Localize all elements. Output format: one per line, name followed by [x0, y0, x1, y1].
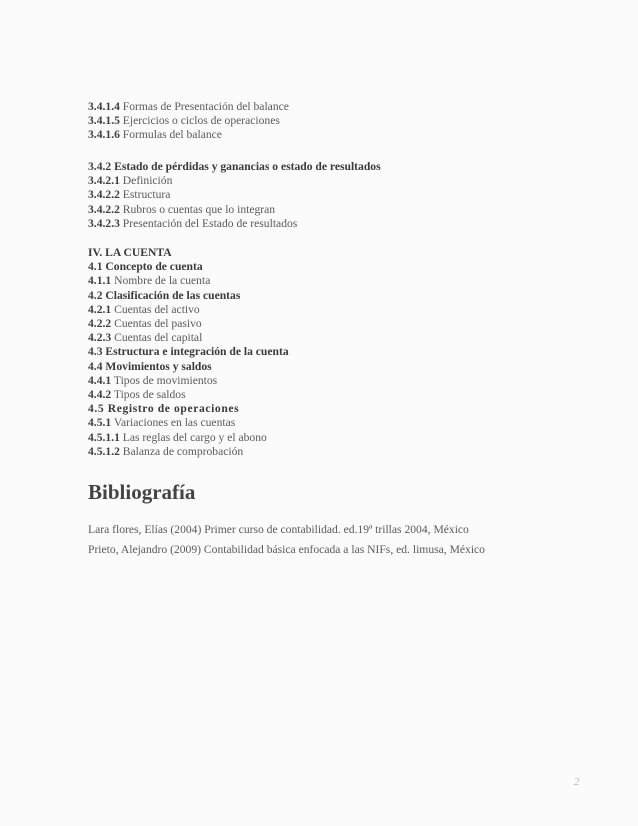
toc-group-resultados: [88, 160, 568, 231]
toc-line-text: Nombre de la cuenta: [114, 274, 211, 288]
toc-line-number: 4.5: [88, 402, 105, 416]
toc-line: [88, 374, 568, 388]
toc-line-text: Concepto de cuenta: [105, 260, 203, 274]
toc-line-text: Ejercicios o ciclos de operaciones: [122, 114, 280, 128]
toc-line-text: Registro de operaciones: [107, 402, 240, 416]
toc-group-balance: [88, 100, 568, 143]
toc-line-text: Estructura e integración de la cuenta: [105, 345, 289, 359]
toc-line-text: Cuentas del pasivo: [114, 317, 202, 331]
page-number: 2: [574, 776, 580, 788]
toc-line-number: 3.4.1.5: [88, 114, 120, 128]
toc-line-number: 4.4.2: [88, 388, 112, 402]
toc-line: [88, 114, 568, 128]
toc-line-number: 4.2.1: [88, 302, 112, 316]
toc-line-number: 3.4.1.6: [88, 128, 120, 142]
toc-line-text: Cuentas del capital: [114, 331, 203, 345]
toc-line: [88, 128, 568, 142]
toc-line: [88, 303, 568, 317]
toc-line: [88, 100, 568, 114]
toc-line-number: 4.1: [88, 260, 103, 274]
toc-line-text: Rubros o cuentas que lo integran: [122, 202, 276, 216]
toc-line-number: 4.2.3: [88, 331, 112, 345]
toc-line-number: 4.4: [88, 359, 103, 373]
toc-line: [88, 416, 568, 430]
bibliography-list: [88, 520, 588, 560]
toc-line: [88, 188, 568, 202]
toc-line-text: Tipos de saldos: [113, 388, 186, 402]
toc-line: [88, 160, 568, 174]
toc-line: [88, 317, 568, 331]
toc-line-text: Formas de Presentación del balance: [122, 100, 289, 113]
toc-line: [88, 360, 568, 374]
toc-line: [88, 174, 568, 188]
toc-line: [88, 274, 568, 288]
toc-line-text: Movimientos y saldos: [105, 359, 212, 373]
toc-line-text: Formulas del balance: [122, 128, 222, 142]
toc-line-text: Estado de pérdidas y ganancias o estado de resultados: [114, 160, 381, 173]
toc-line: [88, 217, 568, 231]
toc-line: [88, 345, 568, 359]
toc-line-number: 4.5.1: [88, 416, 112, 430]
toc-line-text: Estructura: [122, 188, 171, 202]
toc-line: [88, 431, 568, 445]
toc-line-number: 4.1.1: [88, 274, 112, 288]
toc-line-number: 4.2: [88, 288, 103, 302]
toc-line-number: 4.5.1.1: [88, 430, 120, 444]
bibliography-entry: Lara flores, Elías (2004) Primer curso de contabilidad. ed.19ª trillas 2004, México: [88, 523, 469, 536]
toc-line-text: IV. LA CUENTA: [88, 246, 172, 259]
toc-line-text: Tipos de movimientos: [113, 373, 218, 387]
toc-line-number: 4.5.1.2: [88, 444, 120, 458]
toc-line: [88, 289, 568, 303]
toc-line: [88, 331, 568, 345]
toc-line-text: Variaciones en las cuentas: [113, 416, 236, 430]
toc-line: [88, 203, 568, 217]
toc-line-text: Presentación del Estado de resultados: [122, 216, 298, 230]
toc-line-text: Cuentas del activo: [114, 302, 200, 316]
toc-line: [88, 246, 568, 260]
toc-line-number: 4.4.1: [88, 373, 112, 387]
toc-line-number: 3.4.2.2: [88, 188, 120, 202]
toc-line-text: Clasificación de las cuentas: [105, 288, 241, 302]
toc-line-number: 4.3: [88, 345, 103, 359]
bibliography-entry: Prieto, Alejandro (2009) Contabilidad básica enfocada a las NIFs, ed. limusa, México: [88, 543, 485, 556]
toc-line-text: Las reglas del cargo y el abono: [122, 430, 267, 444]
toc-line-number: 3.4.2: [88, 160, 112, 173]
toc-line: [88, 260, 568, 274]
toc-line: [88, 402, 568, 416]
toc-line-number: 3.4.1.4: [88, 100, 120, 113]
toc-line-number: 3.4.2.1: [88, 174, 120, 188]
toc-line-number: 3.4.2.3: [88, 216, 120, 230]
toc-group-la-cuenta: [88, 246, 568, 459]
toc-line-text: Definición: [122, 174, 173, 188]
toc-line-number: 3.4.2.2: [88, 202, 120, 216]
toc-line: [88, 388, 568, 402]
toc-line-text: Balanza de comprobación: [122, 444, 244, 458]
toc-line-number: 4.2.2: [88, 317, 112, 331]
bibliography-heading: Bibliografía: [88, 480, 196, 504]
toc-line: [88, 445, 568, 459]
